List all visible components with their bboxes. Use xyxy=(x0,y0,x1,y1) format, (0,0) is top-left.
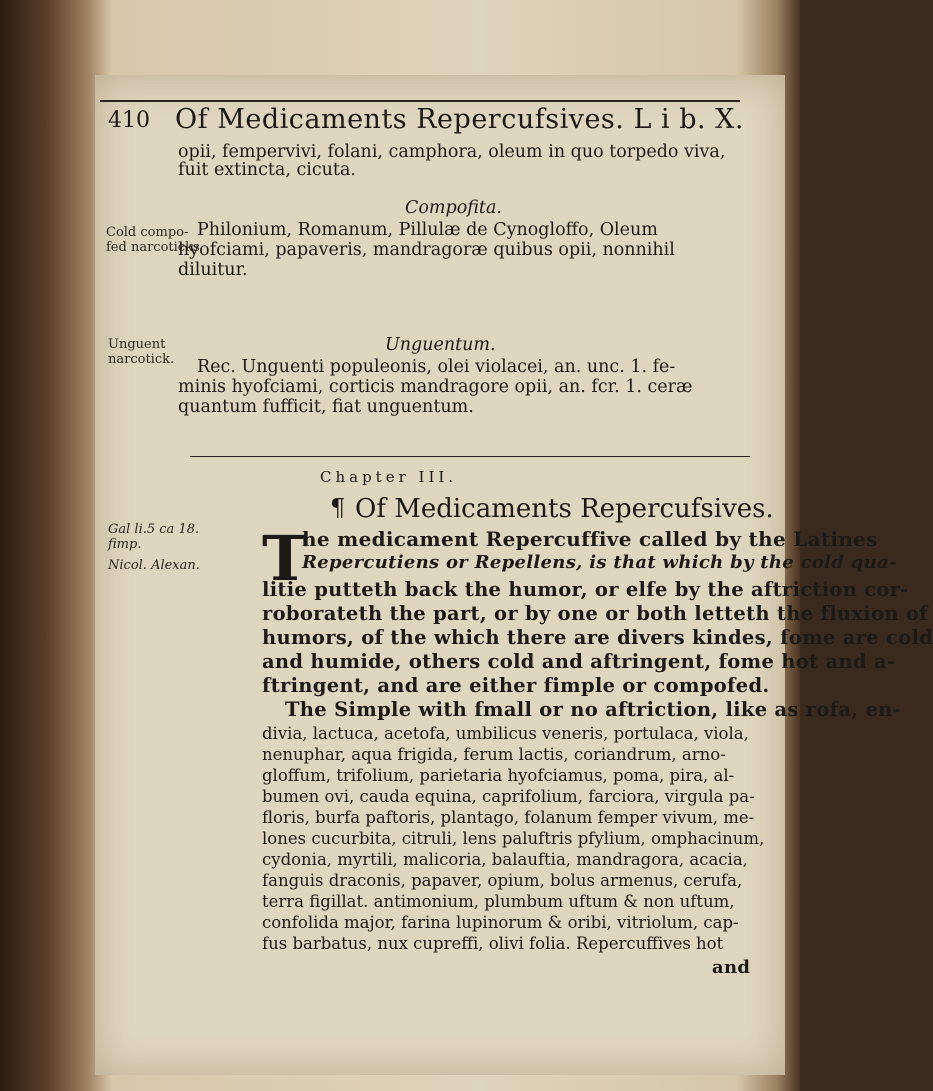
latin-line: divia, lactuca, acetofa, umbilicus veneris, portulaca, viola, xyxy=(262,724,749,743)
blackletter-line: litie putteth back the humor, or elfe by the aftriction cor- xyxy=(262,578,909,601)
running-head-title: Of Medicaments Repercufsives. xyxy=(175,104,625,135)
blackletter-line: humors, of the which there are divers kindes, fome are cold xyxy=(262,626,933,649)
margin-note: fimp. xyxy=(108,537,142,552)
latin-line: gloffum, trifolium, parietaria hyofciamus, poma, pira, al- xyxy=(262,766,735,785)
header-rule xyxy=(100,100,740,102)
blackletter-line: and humide, others cold and aftringent, fome hot and a- xyxy=(262,650,896,673)
latin-line: terra figillat. antimonium, plumbum uftum & non uftum, xyxy=(262,892,735,911)
latin-line: cydonia, myrtili, malicoria, balauftia, mandragora, acacia, xyxy=(262,850,748,869)
latin-line: confolida major, farina lupinorum & oribi, vitriolum, cap- xyxy=(262,913,739,932)
latin-line: lones cucurbita, citruli, lens paluftris pfylium, omphacinum, xyxy=(262,829,765,848)
compositum-line: Philonium, Romanum, Pillulæ de Cynogloffo, Oleum xyxy=(197,220,658,240)
drop-cap: T xyxy=(262,522,309,595)
blackletter-line: roborateth the part, or by one or both letteth the fluxion of xyxy=(262,602,928,625)
margin-note: Cold compo- xyxy=(106,225,189,240)
section-rule xyxy=(190,456,750,457)
intro-line: opii, fempervivi, folani, camphora, oleum in quo torpedo viva, xyxy=(178,142,726,162)
blackletter-line: ftringent, and are either fimple or compofed. xyxy=(262,674,770,697)
latin-line: nenuphar, aqua frigida, ferum lactis, coriandrum, arno- xyxy=(262,745,726,764)
page-number: 410 xyxy=(108,108,150,133)
margin-note: Nicol. Alexan. xyxy=(108,558,200,573)
catchword: and xyxy=(712,957,751,978)
compositum-line: diluitur. xyxy=(178,260,248,280)
margin-note: Unguent xyxy=(108,337,166,352)
chapter-title: Of Medicaments Repercufsives. xyxy=(355,494,774,524)
compositum-label: Compofita. xyxy=(405,198,502,218)
margin-note: narcotick. xyxy=(108,352,175,367)
unguentum-label: Unguentum. xyxy=(385,335,496,355)
blackletter-line: The Simple with fmall or no aftriction, like as rofa, en- xyxy=(285,698,902,721)
latin-line: fus barbatus, nux cupreffi, olivi folia. Repercuffives hot xyxy=(262,934,724,953)
latin-line: floris, burfa paftoris, plantago, folanum femper vivum, me- xyxy=(262,808,755,827)
chapter-label: Chapter III. xyxy=(320,468,458,486)
blackletter-line: he medicament Repercuffive called by the Latines xyxy=(302,527,878,551)
pilcrow-icon: ¶ xyxy=(330,494,346,522)
running-head xyxy=(175,104,744,135)
latin-line: fanguis draconis, papaver, opium, bolus armenus, cerufa, xyxy=(262,871,743,890)
intro-line: fuit extincta, cicuta. xyxy=(178,160,356,180)
margin-note: fed narcoticks xyxy=(106,240,200,255)
unguentum-line: Rec. Unguenti populeonis, olei violacei, an. unc. 1. fe- xyxy=(197,357,676,377)
compositum-line: hyofciami, papaveris, mandragoræ quibus opii, nonnihil xyxy=(178,240,675,260)
unguentum-line: quantum fufficit, fiat unguentum. xyxy=(178,397,474,417)
margin-note: Gal li.5 ca 18. xyxy=(108,522,200,537)
blackletter-line: Repercutiens or Repellens, is that which by the cold qua- xyxy=(302,552,897,573)
running-head-book: L i b. X. xyxy=(633,104,744,135)
unguentum-line: minis hyofciami, corticis mandragore opii, an. fcr. 1. ceræ xyxy=(178,377,693,397)
latin-line: bumen ovi, cauda equina, caprifolium, farciora, virgula pa- xyxy=(262,787,755,806)
